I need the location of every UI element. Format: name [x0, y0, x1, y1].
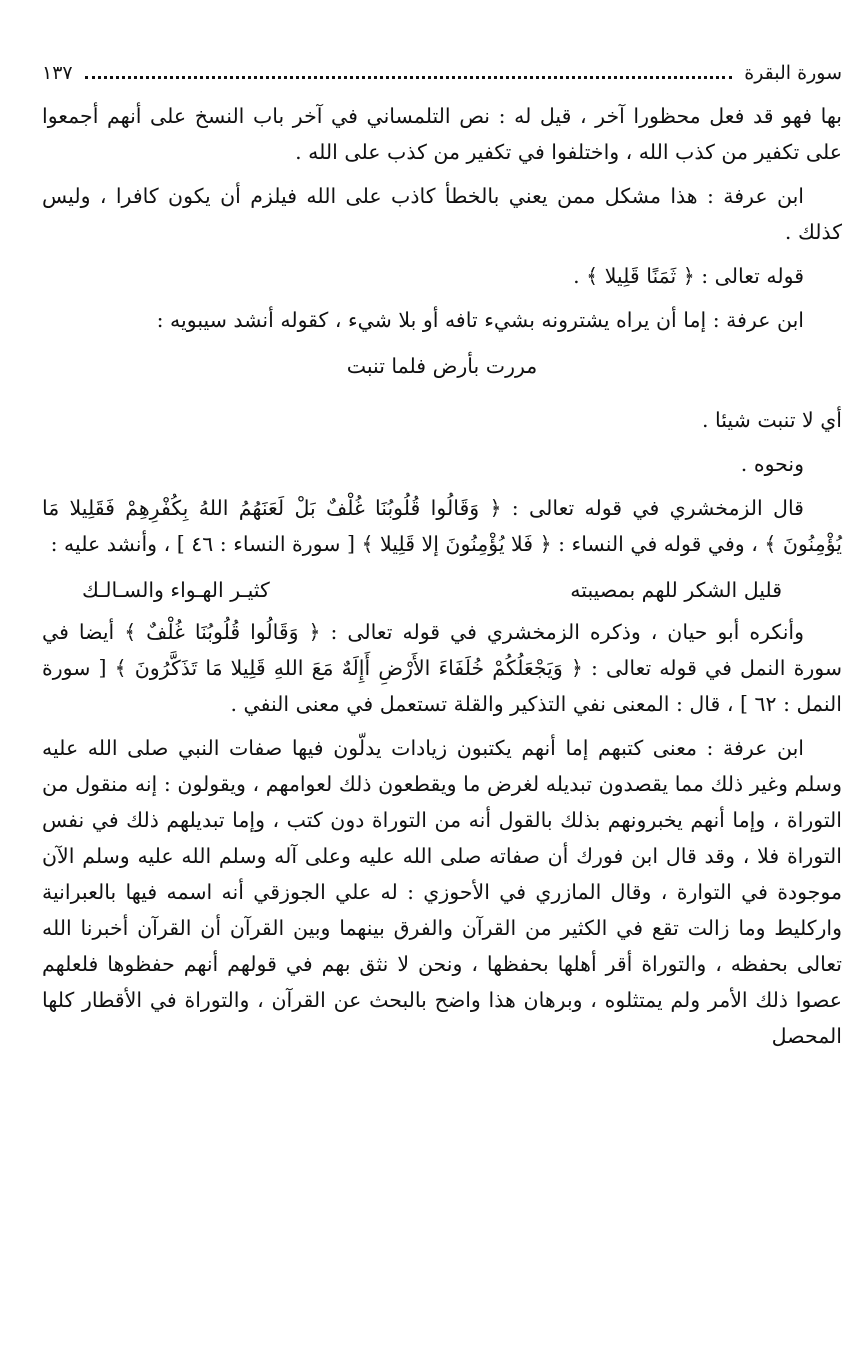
poetry-hemistich-second: كثيـر الهـواء والسـالـك	[82, 578, 270, 602]
paragraph: وأنكره أبو حيان ، وذكره الزمخشري في قوله تعالى : ﴿ وَقَالُوا قُلُوبُنَا غُلْفٌ ﴾ أيضا في سورة النمل في قوله تعالى : ﴿ وَيَجْعَلُكُمْ خُلَفَاءَ الأَرْضِ أَإِلَهٌ مَعَ اللهِ قَلِيلا مَا تَذَكَّرُونَ ﴾ [ سورة النمل : ٦٢ ] ، قال : المعنى نفي التذكير والقلة تستعمل في معنى النفي .	[42, 620, 842, 716]
poetry-couplet	[42, 572, 842, 608]
running-header	[42, 56, 842, 90]
paragraph: قوله تعالى : ﴿ ثَمَنًا قَلِيلا ﴾ .	[573, 264, 804, 288]
paragraph: أي لا تنبت شيئا .	[701, 408, 842, 432]
paragraph: قال الزمخشري في قوله تعالى : ﴿ وَقَالُوا قُلُوبُنَا غُلْفٌ بَلْ لَعَنَهُمُ اللهُ بِكُفْرِهِمْ فَقَلِيلا مَا يُؤْمِنُونَ ﴾ ، وفي قوله في النساء : ﴿ فَلا يُؤْمِنُونَ إلا قَلِيلا ﴾ [ سورة النساء : ٤٦ ] ، وأنشد عليه :	[42, 496, 842, 556]
paragraph: ونحوه .	[740, 452, 804, 476]
paragraph: ابن عرفة : هذا مشكل ممن يعني بالخطأ كاذب على الله فيلزم أن يكون كافرا ، وليس كذلك .	[42, 184, 842, 244]
paragraph: ابن عرفة : معنى كتبهم إما أنهم يكتبون زيادات يدلّون فيها صفات النبي صلى الله عليه وسلم وغير ذلك مما يقصدون تبديله لغرض ما ويقطعون ذلك لعوامهم ، ويقولون : إنه منقول من التوراة ، وإما أنهم يخبرونهم بذلك بالقول أنه من التوراة دون كتب ، وإما تبديلهم ذلك في نفس التوراة فلا ، وقد قال ابن فورك أن صفاته صلى الله عليه وعلى آله وسلم الله عليه وسلم الآن موجودة في التوارة ، وقال المازري في الأحوزي : له علي الجوزقي أنه اسمه فيها بالعبرانية واركليط وما زالت تقع في الكثير من القرآن والفرق بينهما وبين القرآن أن القرآن أخبرنا الله تعالى بحفظه ، والتوراة أقر أهلها بحفظها ، ونحن لا نثق بهم في قولهم أنهم حفظوها فلعلهم عصوا ذلك الأمر ولم يمتثلوه ، وبرهان هذا واضح بالبحث عن القرآن ، والتوراة في الأقطار كلها المحصل	[42, 736, 842, 1048]
paragraph: بها فهو قد فعل محظورا آخر ، قيل له : نص التلمساني في آخر باب النسخ على أنهم أجمعوا على تكفير من كذب الله ، واختلفوا في تكفير من كذب على الله .	[42, 104, 842, 164]
paragraph: ابن عرفة : إما أن يراه يشترونه بشيء تافه أو بلا شيء ، كقوله أنشد سيبويه :	[156, 308, 804, 332]
poetry-hemistich-first: قليل الشكر للهم بمصيبته	[570, 578, 782, 602]
surah-title: سورة البقرة	[744, 62, 842, 84]
page-number: ١٣٧	[42, 62, 73, 84]
book-page	[42, 40, 842, 1054]
poetry-line: مررت بأرض فلما تنبت	[346, 354, 538, 378]
header-dotted-leader	[85, 76, 733, 79]
